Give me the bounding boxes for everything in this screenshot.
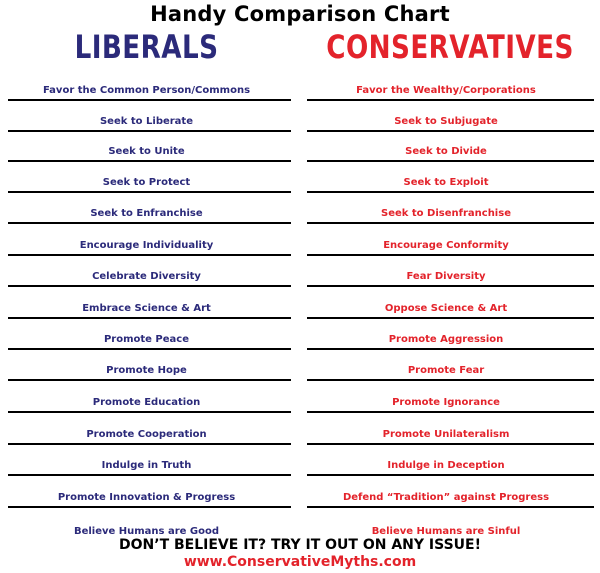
comparison-row	[0, 70, 600, 101]
liberal-trait: Seek to Protect	[102, 177, 191, 188]
comparison-row	[0, 256, 600, 287]
comparison-row	[0, 162, 600, 193]
conservative-trait: Believe Humans are Sinful	[371, 526, 521, 537]
liberal-trait: Favor the Common Person/Commons	[42, 85, 251, 96]
chart-title: Handy Comparison Chart	[150, 2, 450, 26]
row-divider-left	[8, 222, 291, 224]
liberal-trait: Promote Innovation & Progress	[57, 492, 236, 503]
comparison-row	[0, 477, 600, 508]
conservative-trait: Promote Unilateralism	[382, 429, 510, 440]
conservative-trait: Encourage Conformity	[383, 240, 509, 251]
liberal-trait: Seek to Unite	[108, 146, 185, 157]
row-divider-left	[8, 285, 291, 287]
liberal-trait: Indulge in Truth	[101, 460, 192, 471]
liberal-trait: Seek to Liberate	[99, 116, 193, 127]
comparison-row	[0, 350, 600, 381]
conservative-trait: Oppose Science & Art	[384, 303, 508, 314]
comparison-row	[0, 101, 600, 132]
row-divider-left	[8, 506, 291, 508]
conservative-trait: Fear Diversity	[406, 271, 486, 282]
row-divider-right	[307, 379, 594, 381]
comparison-row	[0, 382, 600, 413]
liberal-trait: Promote Peace	[103, 334, 190, 345]
liberal-trait: Promote Hope	[106, 365, 187, 376]
liberal-trait: Promote Cooperation	[86, 429, 207, 440]
conservative-trait: Seek to Subjugate	[394, 116, 498, 127]
conservative-trait: Promote Aggression	[388, 334, 504, 345]
footer-website-link[interactable]: www.ConservativeMyths.com	[183, 554, 417, 570]
row-divider-right	[307, 474, 594, 476]
liberal-trait: Promote Education	[92, 397, 201, 408]
conservative-trait: Favor the Wealthy/Corporations	[356, 85, 536, 96]
comparison-row	[0, 445, 600, 476]
liberal-trait: Believe Humans are Good	[73, 526, 220, 537]
conservative-trait: Promote Ignorance	[392, 397, 500, 408]
comparison-row	[0, 319, 600, 350]
comparison-row	[0, 414, 600, 445]
conservative-trait: Seek to Divide	[405, 146, 487, 157]
comparison-row	[0, 225, 600, 256]
comparison-row	[0, 193, 600, 224]
liberals-header: LIBERALS	[74, 28, 219, 66]
comparison-row	[0, 288, 600, 319]
conservatives-header: CONSERVATIVES	[326, 28, 574, 66]
comparison-row	[0, 131, 600, 162]
conservative-trait: Seek to Exploit	[403, 177, 489, 188]
liberal-trait: Embrace Science & Art	[82, 303, 211, 314]
liberal-trait: Seek to Enfranchise	[90, 208, 203, 219]
conservative-trait: Promote Fear	[407, 365, 485, 376]
conservative-trait: Defend “Tradition” against Progress	[342, 492, 550, 503]
row-divider-right	[307, 506, 594, 508]
row-divider-right	[307, 411, 594, 413]
footer-challenge: DON’T BELIEVE IT? TRY IT OUT ON ANY ISSUE!	[119, 537, 481, 553]
conservative-trait: Seek to Disenfranchise	[381, 208, 511, 219]
row-divider-right	[307, 285, 594, 287]
conservative-trait: Indulge in Deception	[387, 460, 505, 471]
row-divider-left	[8, 474, 291, 476]
row-divider-left	[8, 411, 291, 413]
row-divider-left	[8, 379, 291, 381]
liberal-trait: Celebrate Diversity	[92, 271, 201, 282]
liberal-trait: Encourage Individuality	[79, 240, 214, 251]
row-divider-right	[307, 222, 594, 224]
